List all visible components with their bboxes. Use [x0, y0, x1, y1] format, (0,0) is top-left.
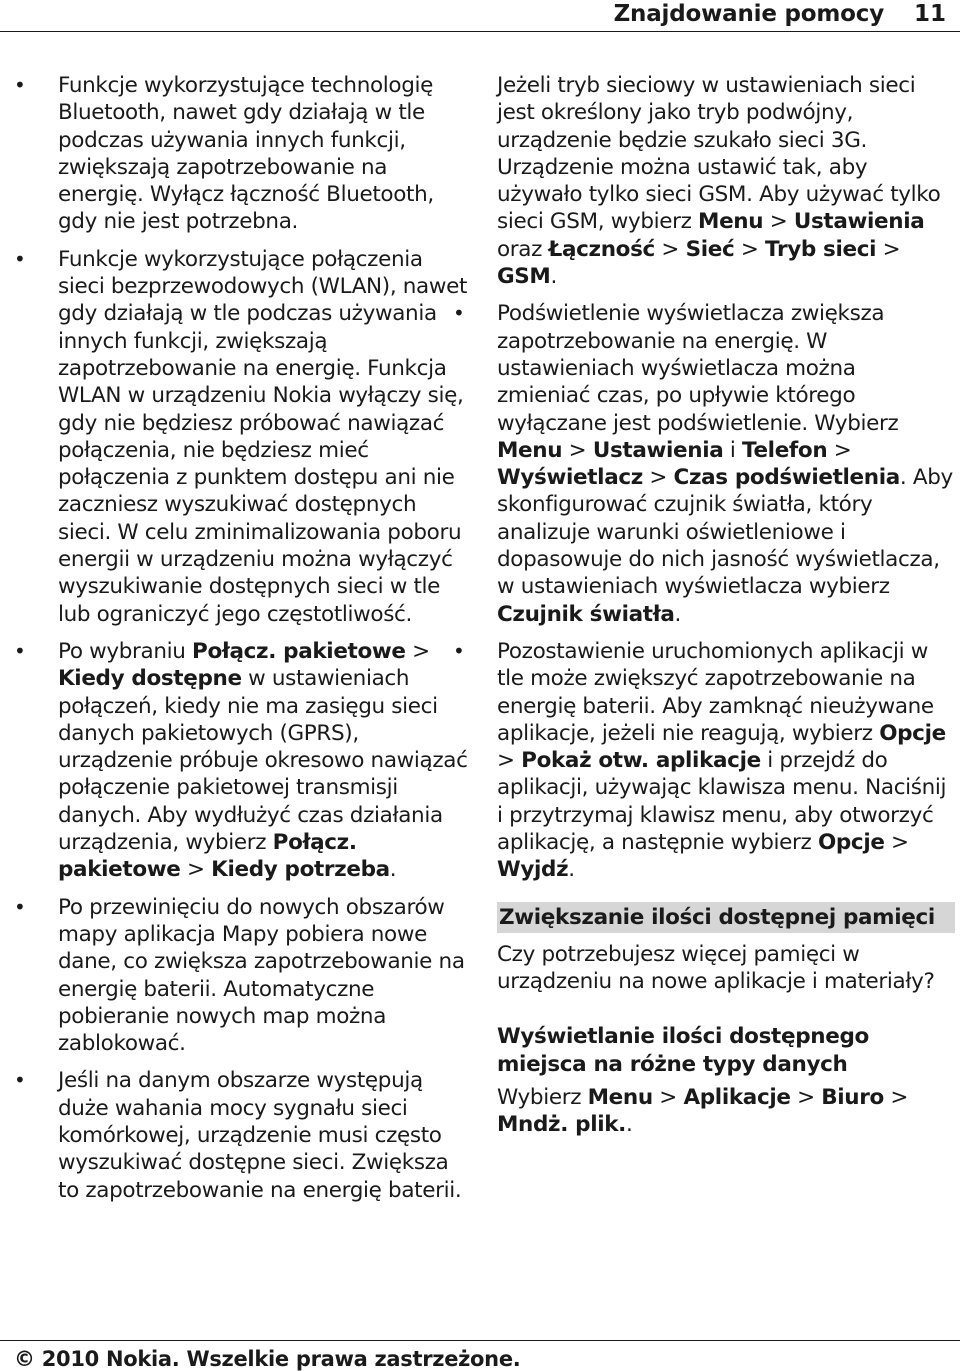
section-heading: Zwiększanie ilości dostępnej pamięci — [497, 902, 955, 933]
page-footer — [0, 1340, 960, 1371]
page-number: 11 — [913, 1, 946, 27]
menu-path-item: Pokaż otw. aplikacje — [521, 748, 761, 774]
menu-path-item: Ustawienia — [793, 209, 925, 235]
subheading: Wyświetlanie ilości dostępnego miejsca na różne typy danych — [497, 1024, 869, 1077]
tips-list-left — [14, 72, 474, 1204]
menu-path-item: Czujnik światła — [497, 601, 675, 627]
list-item — [453, 638, 955, 884]
menu-path-item: Biuro — [821, 1084, 884, 1110]
menu-path-item: Menu — [698, 209, 764, 235]
section-title: Znajdowanie pomocy — [613, 1, 884, 27]
menu-path-item: Czas podświetlenia — [673, 465, 900, 491]
left-column — [14, 72, 474, 1214]
section-text: Czy potrzebujesz więcej pamięci w urządzeniu na nowe aplikacje i materiały? — [497, 941, 935, 994]
list-item — [14, 894, 474, 1058]
menu-path-item: Menu — [497, 437, 563, 463]
item-text: Pozostawienie uruchomionych aplikacji w tle może zwiększyć zapotrzebowanie na energię baterii. Aby zamknąć nieużywane aplikacje, jeżeli nie reagują, wybierz Opcje > Pokaż otw. aplikacje i przejdź do aplikacji, używając klawisza menu. Naciśnij i przytrzymaj klawisz menu, aby otworzyć aplikację, a następnie wybierz Opcje > Wyjdź. — [497, 638, 947, 883]
list-item — [14, 638, 474, 884]
menu-path-item: Połącz. pakietowe — [192, 638, 406, 664]
item-text: Funkcje wykorzystujące połączenia sieci bezprzewodowych (WLAN), nawet gdy działają w tle podczas używania innych funkcji, zwiększają zapotrzebowanie na energię. Funkcja WLAN w urządzeniu Nokia wyłączy się, gdy nie będziesz próbować nawiązać połączenia, nie będziesz mieć połączenia z punktem dostępu ani nie zaczniesz wyszukiwać dostępnych sieci. W celu zminimalizowania poboru energii w urządzeniu można wyłączyć wyszukiwanie dostępnych sieci w tle lub ograniczyć jego częstotliwość. — [58, 246, 468, 627]
item-text: Po przewinięciu do nowych obszarów mapy aplikacja Mapy pobiera nowe dane, co zwiększa zapotrzebowanie na energię baterii. Automatyczne pobieranie nowych map można zablokować. — [58, 894, 465, 1057]
bullet-icon: • — [14, 73, 26, 97]
copyright-text: © 2010 Nokia. Wszelkie prawa zastrzeżone. — [14, 1347, 521, 1371]
menu-path-item: Opcje — [879, 720, 946, 746]
bullet-icon: • — [453, 638, 465, 663]
menu-path-text: Wybierz Menu > Aplikacje > Biuro > Mndż. plik.. — [497, 1084, 909, 1138]
bullet-icon: • — [14, 246, 26, 271]
menu-path-item: Wyświetlacz — [497, 465, 643, 491]
bullet-icon: • — [453, 301, 465, 326]
menu-path-item: Tryb sieci — [765, 236, 877, 262]
list-item — [14, 246, 474, 628]
list-item — [453, 300, 955, 628]
list-item — [14, 1067, 474, 1203]
menu-path-item: Sieć — [685, 236, 735, 262]
menu-path-item: Kiedy potrzeba — [211, 857, 390, 883]
menu-path-item: Łączność — [548, 236, 655, 262]
menu-path-item: Wyjdź — [497, 857, 569, 883]
item-text: Jeśli na danym obszarze występują duże wahania mocy sygnału sieci komórkowej, urządzenie musi często wyszukiwać dostępne sieci. Zwiększa to zapotrzebowanie na energię baterii. — [58, 1068, 462, 1203]
menu-path-item: Mndż. plik. — [497, 1112, 627, 1138]
item-text: Po wybraniu Połącz. pakietowe > Kiedy dostępne w ustawieniach połączeń, kiedy nie ma zasięgu sieci danych pakietowych (GPRS), urządzenie próbuje okresowo nawiązać połączenie pakietowej transmisji danych. Aby wydłużyć czas działania urządzenia, wybierz Połącz. pakietowe > Kiedy potrzeba. — [58, 638, 468, 883]
menu-path-item: Menu — [587, 1084, 653, 1110]
menu-path-item: Połącz. pakietowe — [58, 830, 357, 883]
tips-list-right — [453, 300, 955, 883]
menu-path-item: Kiedy dostępne — [58, 666, 242, 692]
network-mode-text: Jeżeli tryb sieciowy w ustawieniach sieci jest określony jako tryb podwójny, urządzenie będzie szukało sieci 3G. Urządzenie można ustawić tak, aby używało tylko sieci GSM. Aby używać tylko sieci GSM, wybierz Menu > Ustawienia oraz Łączność > Sieć > Tryb sieci > GSM. — [497, 73, 941, 290]
list-item — [14, 72, 474, 236]
menu-path-item: Aplikacje — [683, 1084, 791, 1110]
menu-path-item: GSM — [497, 264, 551, 290]
right-column — [453, 72, 955, 1138]
item-text: Podświetlenie wyświetlacza zwiększa zapotrzebowanie na energię. W ustawieniach wyświetlacza można zmieniać czas, po upływie którego wyłączane jest podświetlenie. Wybierz Menu > Ustawienia i Telefon > Wyświetlacz > Czas podświetlenia. Aby skonfigurować czujnik światła, który analizuje warunki oświetleniowe i dopasowuje do nich jasność wyświetlacza, w ustawieniach wyświetlacza wybierz Czujnik światła. — [497, 301, 953, 627]
page-header — [0, 0, 960, 32]
bullet-icon: • — [14, 638, 26, 663]
menu-path-item: Telefon — [741, 437, 828, 463]
item-text: Funkcje wykorzystujące technologię Bluetooth, nawet gdy działają w tle podczas używania innych funkcji, zwiększają zapotrzebowanie na energię. Wyłącz łączność Bluetooth, gdy nie jest potrzebna. — [58, 73, 434, 235]
menu-path-item: Opcje — [817, 830, 885, 856]
menu-path-item: Ustawienia — [592, 437, 724, 463]
bullet-icon: • — [14, 894, 26, 919]
bullet-icon: • — [14, 1068, 26, 1093]
